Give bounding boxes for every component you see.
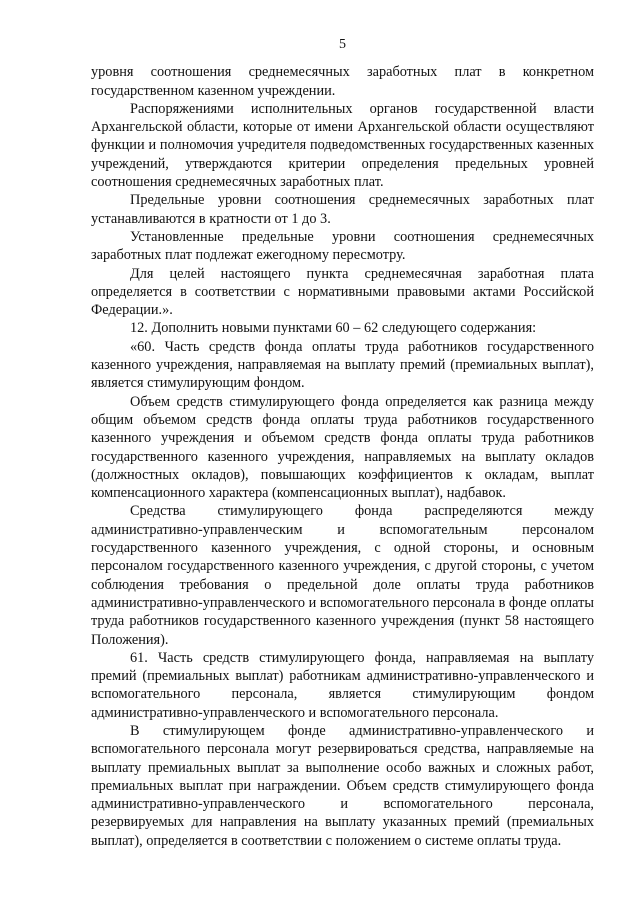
paragraph-10: 61. Часть средств стимулирующего фонда, направляемая на выплату премий (премиальных выплат) работникам административно-управленческого и вспомогательного персонала, является стимулирующим фондом административно-управленческого и вспомогательного персонала. — [91, 649, 594, 721]
paragraph-11: В стимулирующем фонде административно-управленческого и вспомогательного персонала могут резервироваться средства, направляемые на выплату премиальных выплат за выполнение особо важных и сложных работ, премиальных выплат при награждении. Объем средств стимулирующего фонда административно-управленческого и вспомогательного персонала, резервируемых для направления на выплату указанных премий (премиальных выплат), определяется в соответствии с положением о системе оплаты труда. — [91, 722, 594, 849]
paragraph-3: Предельные уровни соотношения среднемесячных заработных плат устанавливаются в кратности от 1 до 3. — [91, 192, 594, 227]
page-number: 5 — [339, 37, 346, 52]
paragraph-5: Для целей настоящего пункта среднемесячная заработная плата определяется в соответствии с нормативными правовыми актами Российской Федерации.». — [91, 265, 594, 319]
paragraph-6: 12. Дополнить новыми пунктами 60 – 62 следующего содержания: — [130, 320, 537, 337]
paragraph-7: «60. Часть средств фонда оплаты труда работников государственного казенного учреждения, направляемая на выплату премий (премиальных выплат), является стимулирующим фондом. — [91, 338, 594, 392]
paragraph-8: Объем средств стимулирующего фонда определяется как разница между общим объемом средств фонда оплаты труда работников государственного казенного учреждения и объемом средств фонда оплаты труда работников государственного казенного учреждения, направляемых на выплату окладов (должностных окладов), повышающих коэффициентов к окладам, выплат компенсационного характера (компенсационных выплат), надбавок. — [91, 393, 594, 502]
paragraph-4: Установленные предельные уровни соотношения среднемесячных заработных плат подлежат ежегодному пересмотру. — [91, 228, 594, 264]
paragraph-2: Распоряжениями исполнительных органов государственной власти Архангельской области, которые от имени Архангельской области осуществляют функции и полномочия учредителя подведомственных государственных казенных учреждений, утверждаются критерии определения предельных уровней соотношения среднемесячных заработных плат. — [91, 100, 594, 191]
paragraph-1: уровня соотношения среднемесячных заработных плат в конкретном государственном казенном учреждении. — [91, 64, 594, 99]
paragraph-9: Средства стимулирующего фонда распределяются между административно-управленческим и вспомогательным персоналом государственного казенного учреждения, с одной стороны, и основным персоналом государственного казенного учреждения, с другой стороны, с учетом соблюдения требования о предельной доле оплаты труда работников административно-управленческого и вспомогательного персонала в фонде оплаты труда работников государственного казенного учреждения (пункт 58 настоящего Положения). — [91, 503, 594, 648]
